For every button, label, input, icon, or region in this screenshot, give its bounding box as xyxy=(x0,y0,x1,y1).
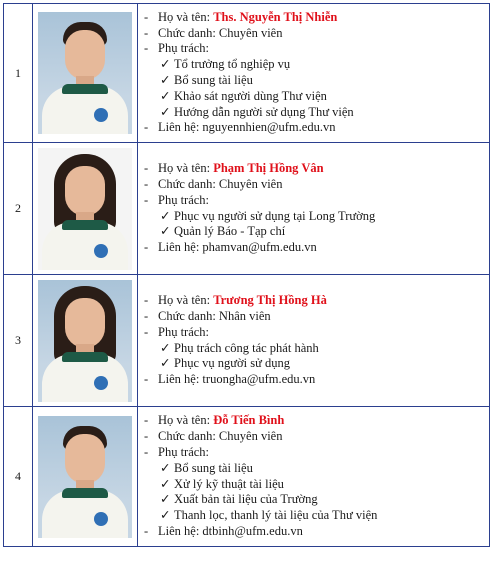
duty-item: Quản lý Báo - Tạp chí xyxy=(174,224,286,239)
checkmark-icon: ✓ xyxy=(160,492,171,507)
table-row xyxy=(4,143,490,275)
checkmark-icon: ✓ xyxy=(160,57,171,72)
info-cell: - Họ và tên: Trương Thị Hồng Hà - Chức danh: Nhân viên - Phụ trách: ✓ Phụ trách công tác phát hành ✓ Phục vụ người sử dụng - Liên hệ: truongha@ufm.edu.vn xyxy=(138,275,490,407)
contact-email: Liên hệ: dtbinh@ufm.edu.vn xyxy=(158,523,303,538)
duty-item: Hướng dẫn người sử dụng Thư viện xyxy=(174,104,354,119)
duty-item: Bổ sung tài liệu xyxy=(174,460,253,475)
info-cell: - Họ và tên: Ths. Nguyễn Thị Nhiễn - Chức danh: Chuyên viên - Phụ trách: ✓ Tổ trưởng tổ nghiệp vụ ✓ Bổ sung tài liệu ✓ Khảo sát người dùng Thư viện ✓ Hướng dẫn người sử dụng Thư viện - Liên hệ: nguyennhien@ufm.edu.vn xyxy=(138,4,490,143)
checkmark-icon: ✓ xyxy=(160,340,171,355)
staff-table xyxy=(3,3,490,547)
duty-heading: Phụ trách: xyxy=(158,444,210,459)
staff-title: Chức danh: Nhân viên xyxy=(158,308,271,323)
checkmark-icon: ✓ xyxy=(160,460,171,475)
staff-title: Chức danh: Chuyên viên xyxy=(158,429,283,444)
duty-heading: Phụ trách: xyxy=(158,41,210,56)
photo-cell xyxy=(33,275,138,407)
checkmark-icon: ✓ xyxy=(160,208,171,223)
contact-email: Liên hệ: truongha@ufm.edu.vn xyxy=(158,372,316,387)
duty-item: Phục vụ người sử dụng tại Long Trường xyxy=(174,208,376,223)
checkmark-icon: ✓ xyxy=(160,73,171,87)
ufm-logo-icon xyxy=(94,512,108,526)
duty-item: Khảo sát người dùng Thư viện xyxy=(174,88,327,103)
staff-photo xyxy=(38,12,132,134)
row-number: 3 xyxy=(4,275,33,407)
row-number: 4 xyxy=(4,407,33,547)
contact-email: Liên hệ: nguyennhien@ufm.edu.vn xyxy=(158,120,336,135)
checkmark-icon: ✓ xyxy=(160,508,171,523)
duty-heading: Phụ trách: xyxy=(158,324,210,339)
duty-heading: Phụ trách: xyxy=(158,192,210,207)
staff-photo xyxy=(38,280,132,402)
checkmark-icon: ✓ xyxy=(160,476,171,491)
staff-photo xyxy=(38,416,132,538)
staff-name: Đỗ Tiến Bình xyxy=(213,413,285,428)
photo-cell xyxy=(33,407,138,547)
duty-item: Bổ sung tài liệu xyxy=(174,73,253,87)
info-cell: - Họ và tên: Phạm Thị Hồng Vân - Chức danh: Chuyên viên - Phụ trách: ✓ Phục vụ người sử dụng tại Long Trường ✓ Quản lý Báo - Tạp chí - Liên hệ: phamvan@ufm.edu.vn xyxy=(138,143,490,275)
ufm-logo-icon xyxy=(94,244,108,258)
duty-item: Thanh lọc, thanh lý tài liệu của Thư viện xyxy=(174,508,378,523)
checkmark-icon: ✓ xyxy=(160,224,171,239)
row-number: 1 xyxy=(4,4,33,143)
staff-name: Ths. Nguyễn Thị Nhiễn xyxy=(213,9,338,24)
staff-title: Chức danh: Chuyên viên xyxy=(158,25,283,40)
duty-item: Phụ trách công tác phát hành xyxy=(174,340,319,355)
row-number: 2 xyxy=(4,143,33,275)
contact-email: Liên hệ: phamvan@ufm.edu.vn xyxy=(158,240,317,255)
table-row xyxy=(4,407,490,547)
checkmark-icon: ✓ xyxy=(160,356,171,371)
photo-cell xyxy=(33,4,138,143)
table-row xyxy=(4,275,490,407)
ufm-logo-icon xyxy=(94,108,108,122)
checkmark-icon: ✓ xyxy=(160,88,171,103)
staff-name: Phạm Thị Hồng Vân xyxy=(213,161,324,176)
checkmark-icon: ✓ xyxy=(160,104,171,119)
duty-item: Xuất bản tài liệu của Trường xyxy=(174,492,318,507)
duty-item: Phục vụ người sử dụng xyxy=(174,356,290,371)
staff-title: Chức danh: Chuyên viên xyxy=(158,176,283,191)
photo-cell xyxy=(33,143,138,275)
staff-name: Trương Thị Hồng Hà xyxy=(213,293,327,308)
staff-photo xyxy=(38,148,132,270)
duty-item: Tổ trưởng tổ nghiệp vụ xyxy=(174,57,291,72)
table-row xyxy=(4,4,490,143)
ufm-logo-icon xyxy=(94,376,108,390)
info-cell: - Họ và tên: Đỗ Tiến Bình - Chức danh: Chuyên viên - Phụ trách: ✓ Bổ sung tài liệu ✓ Xử lý kỹ thuật tài liệu ✓ Xuất bản tài liệu của Trường ✓ Thanh lọc, thanh lý tài liệu của Thư viện - Liên hệ: dtbinh@ufm.edu.vn xyxy=(138,407,490,547)
duty-item: Xử lý kỹ thuật tài liệu xyxy=(174,476,284,491)
